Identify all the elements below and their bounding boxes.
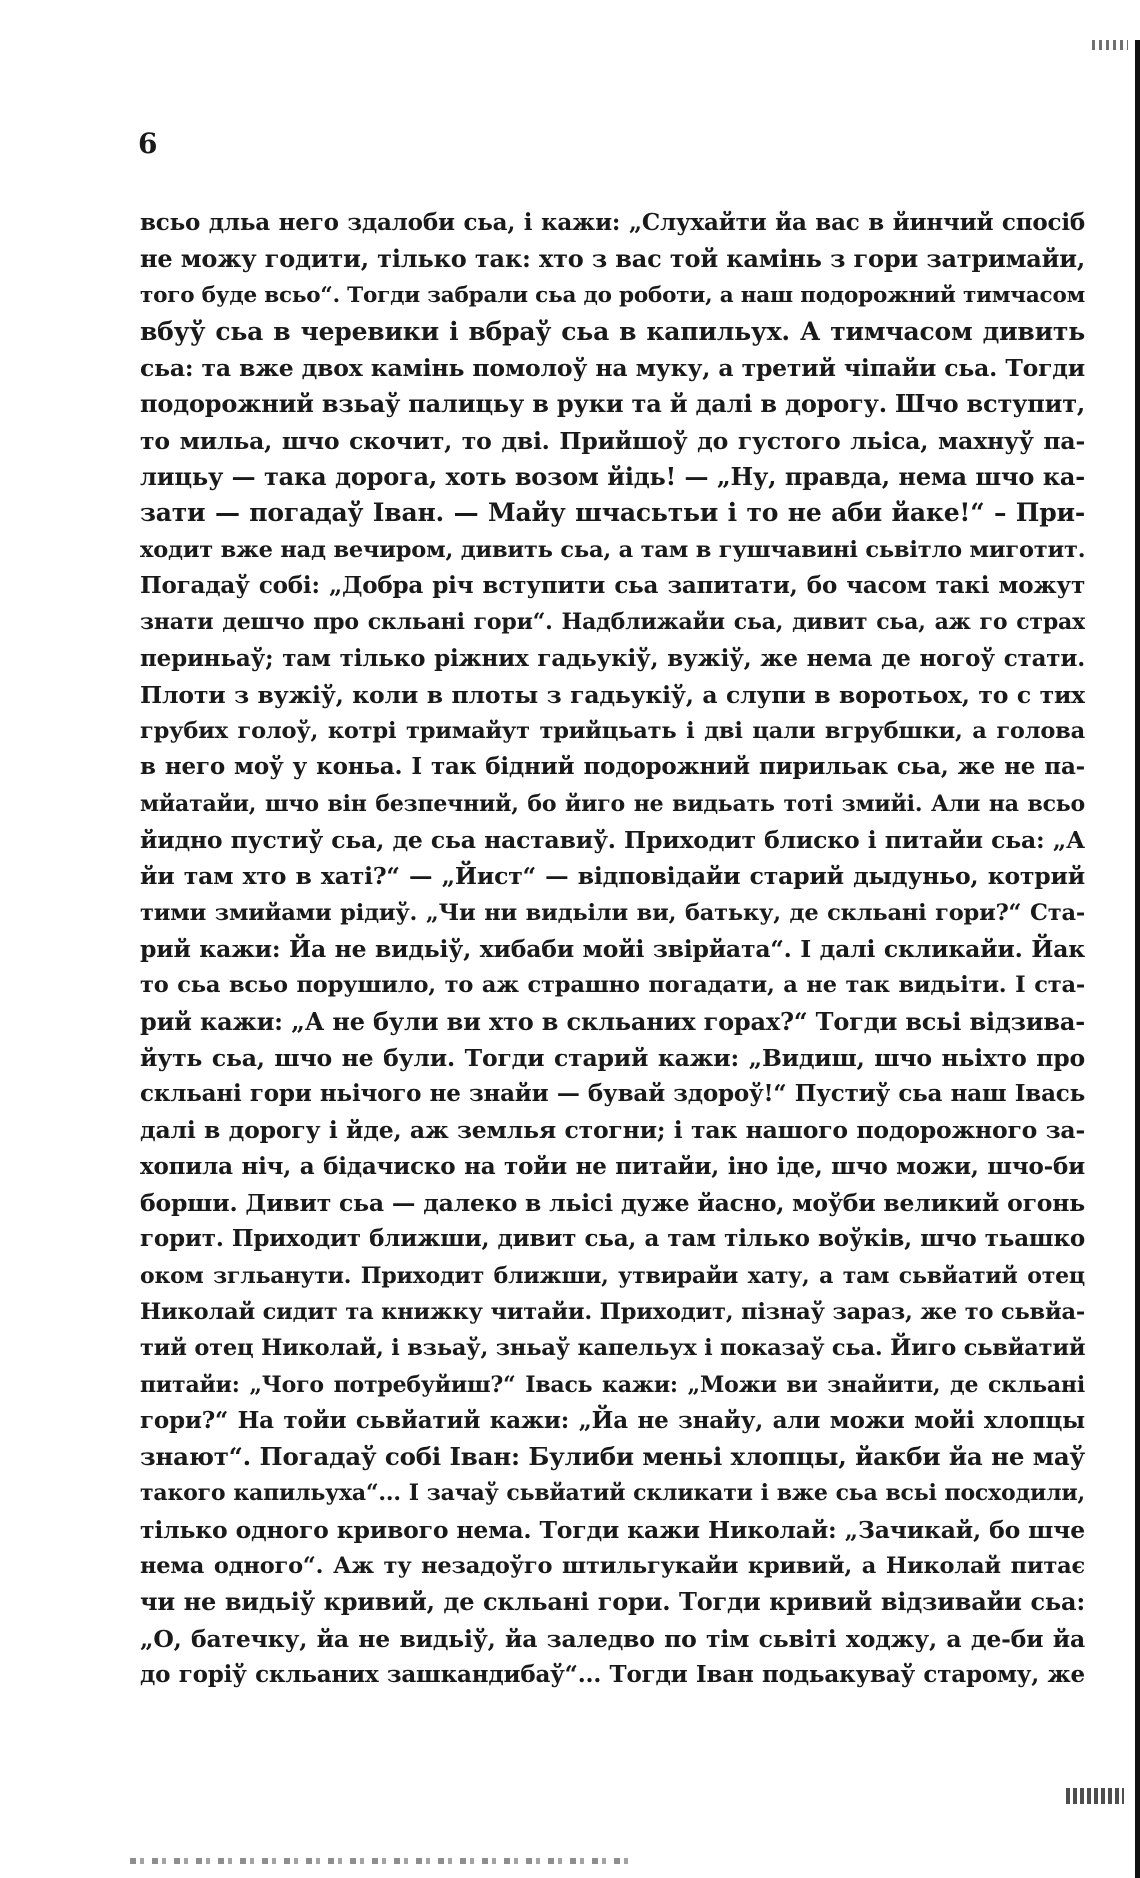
text-line: периньаў; там тілько ріжних гадьукіў, вужіў, же нема де ногоў стати. — [140, 644, 1085, 672]
text-line: гори?“ На тойи сьвйатий кажи: „Йа не знайу, али можи мойі хлопцы — [140, 1406, 1085, 1434]
text-line: лицьу — така дорога, хоть возом йідь! — „Ну, правда, нема шчо ка- — [140, 462, 1085, 492]
text-line: йидно пустиў сьа, де сьа наставиў. Приходит блиско і питайи сьа: „А — [140, 826, 1085, 855]
text-line: скльані гори ньічого не знайи — бувай здороў!“ Пустиў сьа наш Івась — [140, 1080, 1085, 1108]
text-line: всьо дльа него здалоби сьа, і кажи: „Слухайти йа вас в йинчий спосіб — [140, 209, 1085, 236]
text-line: йи там хто в хаті?“ — „Йист“ — відповідайи старий дыдуньо, котрий — [140, 862, 1085, 891]
text-line: тими змийами рідиў. „Чи ни видьіли ви, батьку, де скльані гори?“ Ста- — [140, 899, 1085, 926]
text-line: тий отец Николай, і взьаў, зньаў капельух і показаў сьа. Йиго сьвйатий — [140, 1335, 1085, 1362]
text-line: хопила ніч, а бідачиско на тойи не питайи, іно іде, шчо можи, шчо-би — [140, 1152, 1085, 1180]
text-line: знают“. Погадаў собі Іван: Булиби меньі хлопцы, йакби йа не маў — [140, 1442, 1085, 1472]
text-line: не можу годити, тілько так: хто з вас той камінь з гори затримайи, — [140, 244, 1085, 274]
page-edge — [1135, 40, 1140, 1878]
text-line: вбуў сьа в черевики і вбраў сьа в капильух. А тимчасом дивить — [140, 316, 1085, 346]
text-line: Плоти з вужіў, коли в плоты з гадьукіў, а слупи в воротьох, то с тих — [140, 680, 1085, 709]
text-line: нема одного“. Аж ту незадоўго штильгукайи кривий, а Николай питає — [140, 1552, 1085, 1579]
text-line: мйатайи, шчо він безпечний, бо йиго не видьать тоті змийі. Али на всьо — [140, 790, 1085, 817]
text-line: ходит вже над вечиром, дивить сьа, а там в гушчавині сьвітло миготит. — [140, 536, 1085, 563]
text-line: рий кажи: „А не були ви хто в скльаних горах?“ Тогди всьі відзива- — [140, 1006, 1085, 1036]
text-line: того буде всьо“. Тогди забрали сьа до роботи, а наш подорожний тимчасом — [140, 282, 1085, 308]
text-line: „О, батечку, йа не видьіў, йа заледво по тім сьвіті ходжу, а де-би йа — [140, 1624, 1085, 1653]
text-line: питайи: „Чого потребуйиш?“ Івась кажи: „Можи ви знайити, де скльані — [140, 1371, 1085, 1398]
text-line: подорожний взьаў палицьу в руки та й далі в дорогу. Шчо вступит, — [140, 389, 1085, 419]
text-line: рий кажи: Йа не видьіў, хибаби мойі звірйата“. І далі скликайи. Йак — [140, 934, 1085, 963]
scan-mark-bottom — [130, 1858, 630, 1864]
text-line: зати — погадаў Іван. — Майу шчасьтьи і то не аби йаке!“ – При- — [140, 498, 1085, 528]
text-line: йуть сьа, шчо не були. Тогди старий кажи: „Видиш, шчо ньіхто про — [140, 1043, 1085, 1072]
text-line: тілько одного кривого нема. Тогди кажи Николай: „Зачикай, бо шче — [140, 1515, 1085, 1544]
text-line: Погадаў собі: „Добра річ вступити сьа запитати, бо часом такі можут — [140, 571, 1085, 599]
scan-mark-bottom-right — [1066, 1788, 1124, 1804]
text-line: такого капильуха“... І зачаў сьвйатий скликати і вже сьа всьі посходили, — [140, 1480, 1085, 1507]
text-line: сьа: та вже двох камінь помолоў на муку, а третий чіпайи сьа. Тогди — [140, 354, 1085, 383]
body-text — [140, 205, 1085, 1693]
text-line: грубих голоў, котрі тримайут трийцьать і дві цали вгрубшки, а голова — [140, 718, 1085, 745]
text-line: оком згльанути. Приходит ближши, утвирайи хату, а там сьвйатий отец — [140, 1262, 1085, 1289]
text-line: знати дешчо про скльані гори“. Надближайи сьа, дивит сьа, аж го страх — [140, 609, 1085, 636]
text-line: то мильа, шчо скочит, то дві. Прийшоў до густого льіса, махнуў па- — [140, 426, 1085, 455]
text-line: в него моў у коньа. І так бідний подорожний пирильак сьа, же не па- — [140, 753, 1085, 781]
text-line: чи не видьіў кривий, де скльані гори. Тогди кривий відзивайи сьа: — [140, 1587, 1085, 1617]
text-line: горит. Приходит ближши, дивит сьа, а там тілько воўків, шчо тьашко — [140, 1225, 1085, 1253]
text-line: далі в дорогу і йде, аж землья стогни; і так нашого подорожного за- — [140, 1116, 1085, 1145]
text-line: борши. Дивит сьа — далеко в льісі дуже йасно, моўби великий огонь — [140, 1189, 1085, 1218]
text-line: то сьа всьо порушило, то аж страшно погадати, а не так видьіти. І ста- — [140, 972, 1085, 999]
page-number: 6 — [138, 127, 158, 160]
scan-mark-top — [1092, 40, 1128, 50]
text-line: до горіў скльаних зашкандибаў“... Тогди Іван подьакуваў старому, же — [140, 1660, 1085, 1688]
text-line: Николай сидит та книжку читайи. Приходит, пізнаў зараз, же то сьвйа- — [140, 1298, 1085, 1325]
